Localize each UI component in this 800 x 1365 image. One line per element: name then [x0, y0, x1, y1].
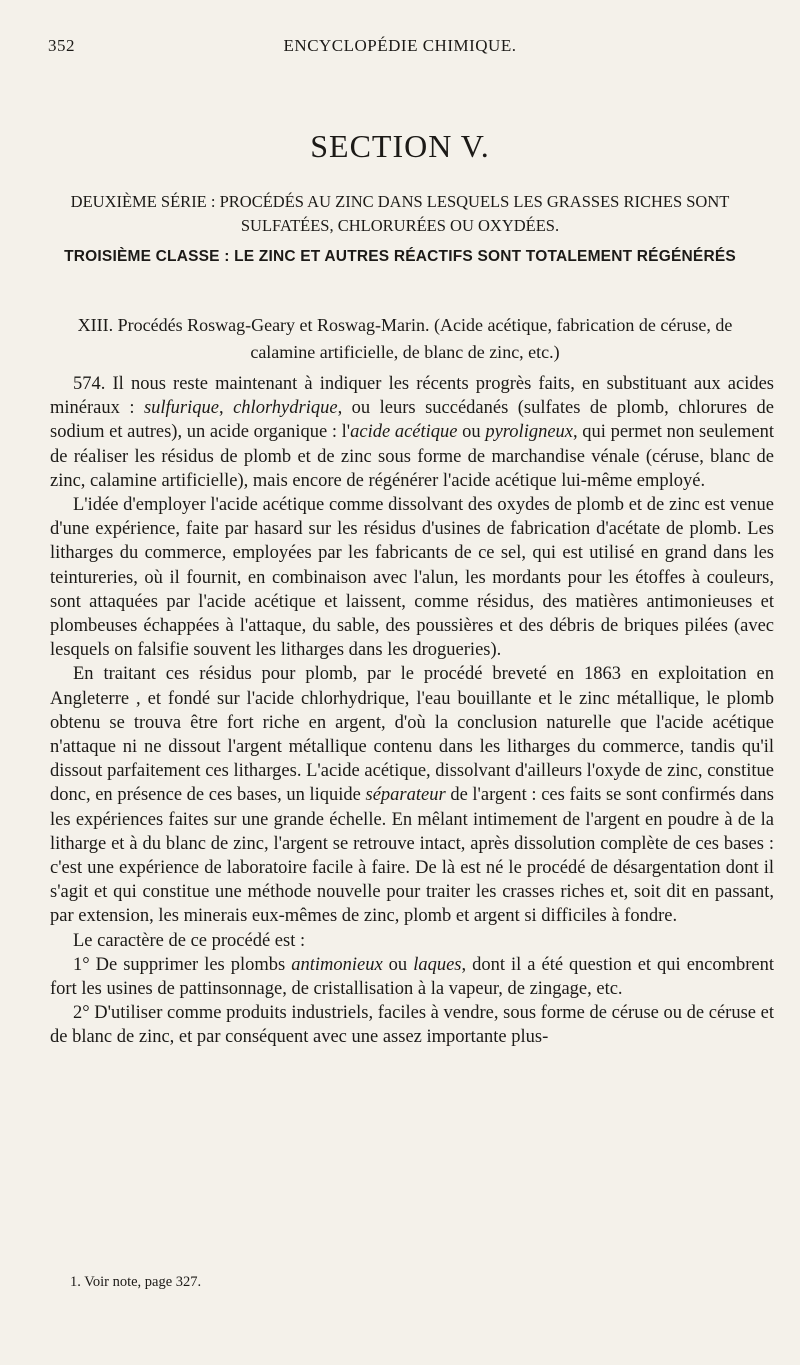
text-run: , [218, 398, 234, 419]
text-run: 1° De supprimer les plombs [73, 954, 292, 975]
class-heading: TROISIÈME CLASSE : LE ZINC ET AUTRES RÉACTIFS SONT TOTALEMENT RÉGÉNÉRÉS [64, 248, 736, 265]
list-item [50, 953, 774, 1001]
footnote: 1. Voir note, page 327. [70, 1274, 202, 1290]
text-run: ou [382, 954, 414, 975]
text-run: 574. Il nous reste maintenant à indiquer les récents progrès faits, en substituant aux acides minéraux : [50, 374, 774, 419]
text-run: de l'argent : ces faits se sont confirmés dans les expériences faites sur une grande échelle. En mêlant intimement de l'argent en poudre à de la litharge et à du blanc de zinc, l'argent se retrouve intact, après dissolution complète de ces bases : c'est une expérience de laboratoire facile à faire. De là est né le procédé de désargentation dont il s'agit et qui constitue une méthode nouvelle pour traiter les crasses riches et, soit dit en passant, par extension, les minerais eux-mêmes de zinc, plomb et argent si difficiles à fondre. [50, 785, 774, 927]
italic-term: antimonieux [291, 954, 383, 975]
page-number: 352 [48, 36, 75, 55]
italic-term: séparateur [365, 785, 446, 806]
text-run: ou [457, 422, 486, 443]
text-run: En traitant ces résidus pour plomb, par le procédé breveté en 1863 en exploitation en Angleterre , et fondé sur l'acide chlorhydrique, l'eau bouillante et le zinc métallique, le plomb obtenu se trouva être fort riche en argent, d'où la conclusion naturelle que l'acide acétique n'attaque ni ne dissout l'argent métallique contenu dans les litharges du commerce, tandis qu'il dissout parfaitement ces litharges. L'acide acétique, dissolvant d'ailleurs l'oxyde de zinc, constitue donc, en présence de ces bases, un liquide [50, 664, 774, 806]
paragraph: Le caractère de ce procédé est : [73, 930, 306, 951]
section-title: SECTION V. [310, 128, 490, 164]
paragraph: L'idée d'employer l'acide acétique comme dissolvant des oxydes de plomb et de zinc est venue d'une expérience, faite par hasard sur les résidus d'usines de fabrication d'acétate de plomb. Les litharges du commerce, employées par les fabricants de ce sel, qui est utilisé en grand dans les teintureries, où il fournit, en combinaison avec l'alun, les mordants pour les étoffes à couleurs, sont attaquées par l'acide acétique et laissent, comme résidus, des matières antimonieuses et plombeuses échappées à l'attaque, du sable, des poussières et des débris de briques pilées (avec lesquels on falsifie souvent les litharges dans les drogueries). [50, 495, 774, 661]
list-item: 2° D'utiliser comme produits industriels, faciles à vendre, sous forme de céruse ou de céruse et de blanc de zinc, et par conséquent avec une assez importante plus- [50, 1003, 774, 1048]
running-header [48, 36, 752, 56]
italic-term: acide acétique [350, 422, 458, 443]
italic-term: pyroligneux [485, 422, 574, 443]
text-run: , qui permet non seulement de réaliser les résidus de plomb et de zinc sous forme de marchandise vénale (céruse, blanc de zinc, calamine artificielle), mais encore de régénérer l'acide acétique lui-même employé. [50, 422, 774, 491]
text-run: , ou leurs succédanés (sulfates de plomb, chlorures de sodium et autres), un acide organique : l' [50, 398, 774, 443]
body-text [50, 372, 774, 1050]
paragraph-574 [50, 372, 774, 493]
procedure-heading: XIII. Procédés Roswag-Geary et Roswag-Marin. (Acide acétique, fabrication de céruse, de calamine artificielle, de blanc de zinc, etc.) [77, 315, 733, 362]
italic-term: chlorhydrique [233, 398, 338, 419]
italic-term: laques [413, 954, 462, 975]
paragraph [50, 662, 774, 928]
italic-term: sulfurique [143, 398, 219, 419]
series-heading: DEUXIÈME SÉRIE : PROCÉDÉS AU ZINC DANS LESQUELS LES GRASSES RICHES SONT SULFATÉES, CHLORURÉES OU OXYDÉES. [70, 192, 730, 235]
running-title: ENCYCLOPÉDIE CHIMIQUE. [283, 36, 517, 55]
text-run: , dont il a été question et qui encombrent fort les usines de pattinsonnage, de cristallisation à la vapeur, de zingage, etc. [50, 954, 775, 1000]
